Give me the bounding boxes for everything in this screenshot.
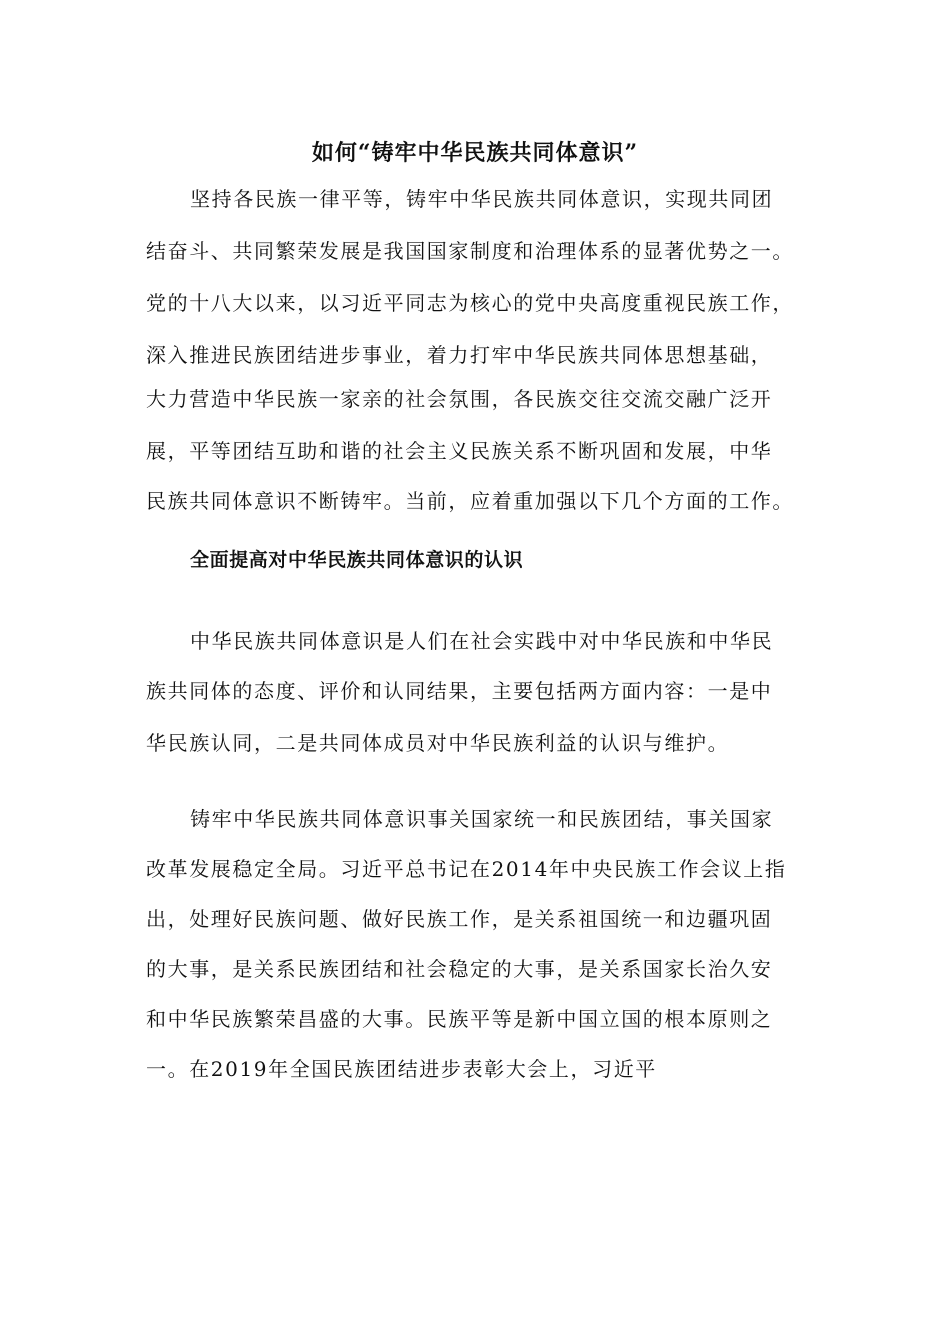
paragraph-line: 坚持各民族一律平等，铸牢中华民族共同体意识，实现共同团 <box>190 187 774 211</box>
paragraph-line: 展，平等团结互助和谐的社会主义民族关系不断巩固和发展，中华 <box>146 439 773 463</box>
paragraph-line: 大力营造中华民族一家亲的社会氛围，各民族交往交流交融广泛开 <box>146 387 773 411</box>
paragraph-line: 民族共同体意识不断铸牢。当前，应着重加强以下几个方面的工作。 <box>146 489 794 513</box>
paragraph-line: 和中华民族繁荣昌盛的大事。民族平等是新中国立国的根本原则之 <box>146 1007 773 1031</box>
paragraph-line: 党的十八大以来，以习近平同志为核心的党中央高度重视民族工作， <box>146 291 794 315</box>
paragraph-line: 一。在2019年全国民族团结进步表彰大会上，习近平 <box>146 1057 657 1081</box>
document-title: 如何“铸牢中华民族共同体意识” <box>311 140 639 166</box>
paragraph-line: 结奋斗、共同繁荣发展是我国国家制度和治理体系的显著优势之一。 <box>146 239 794 263</box>
paragraph-line: 铸牢中华民族共同体意识事关国家统一和民族团结，事关国家 <box>190 807 774 831</box>
paragraph-line: 华民族认同，二是共同体成员对中华民族利益的认识与维护。 <box>146 731 730 755</box>
section-heading: 全面提高对中华民族共同体意识的认识 <box>190 549 524 571</box>
paragraph-line: 中华民族共同体意识是人们在社会实践中对中华民族和中华民 <box>190 629 774 653</box>
paragraph-line: 深入推进民族团结进步事业，着力打牢中华民族共同体思想基础， <box>146 343 773 367</box>
paragraph-line: 族共同体的态度、评价和认同结果，主要包括两方面内容：一是中 <box>146 679 773 703</box>
paragraph-line: 出，处理好民族问题、做好民族工作，是关系祖国统一和边疆巩固 <box>146 907 773 931</box>
paragraph-line: 改革发展稳定全局。习近平总书记在2014年中央民族工作会议上指 <box>146 857 787 881</box>
paragraph-line: 的大事，是关系民族团结和社会稳定的大事，是关系国家长治久安 <box>146 957 773 981</box>
